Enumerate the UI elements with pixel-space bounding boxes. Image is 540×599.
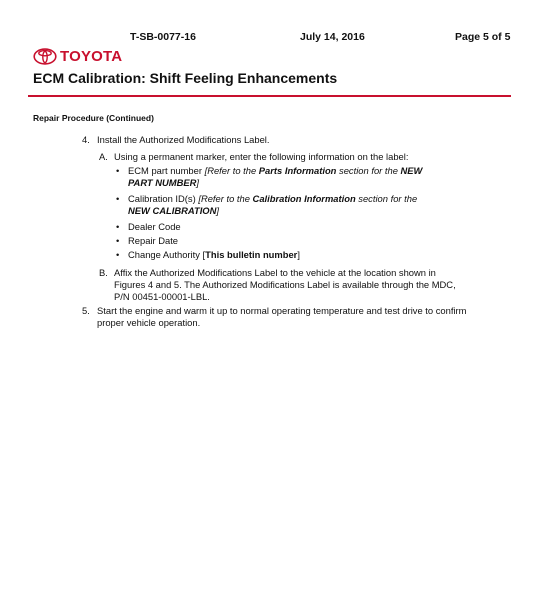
substep-text-line: Figures 4 and 5. The Authorized Modifications Label is available through the MDC, bbox=[114, 279, 456, 290]
document-date: July 14, 2016 bbox=[300, 31, 365, 43]
bullet-text: Change Authority [ bbox=[128, 249, 206, 260]
list-item-repair-date bbox=[116, 235, 178, 247]
substep-label: B. bbox=[99, 267, 108, 278]
step-text-line: proper vehicle operation. bbox=[97, 317, 201, 328]
substep-text-line: P/N 00451-00001-LBL. bbox=[114, 291, 210, 302]
step-number: 4. bbox=[82, 134, 90, 145]
substep-text: Using a permanent marker, enter the following information on the label: bbox=[114, 151, 409, 162]
bullet-italic: [Refer to the bbox=[198, 193, 253, 204]
list-item-dealer-code bbox=[116, 221, 181, 233]
page-number: Page 5 of 5 bbox=[455, 31, 511, 43]
bullet-icon: • bbox=[116, 221, 120, 232]
step-4 bbox=[82, 134, 270, 146]
bullet-icon: • bbox=[116, 249, 120, 260]
toyota-logo bbox=[33, 46, 122, 66]
bullet-text: Repair Date bbox=[128, 235, 179, 246]
step-4a bbox=[99, 151, 408, 163]
bullet-icon: • bbox=[116, 165, 120, 176]
list-item-ecm-part-number bbox=[116, 165, 422, 189]
bullet-icon: • bbox=[116, 193, 120, 204]
bullet-bold-italic: Parts Information bbox=[258, 165, 337, 176]
bullet-italic: ] bbox=[196, 177, 200, 188]
step-number: 5. bbox=[82, 305, 90, 316]
section-heading: Repair Procedure (Continued) bbox=[33, 113, 154, 123]
bullet-text: ] bbox=[297, 249, 300, 260]
bullet-italic: section for the bbox=[355, 193, 418, 204]
bullet-bold-italic: Calibration Information bbox=[252, 193, 356, 204]
document-number: T-SB-0077-16 bbox=[130, 31, 196, 43]
bullet-italic: ] bbox=[216, 205, 219, 216]
bullet-bold: This bulletin number bbox=[205, 249, 298, 260]
bullet-bold-italic: NEW CALIBRATION bbox=[128, 205, 217, 216]
list-item-calibration-id bbox=[116, 193, 417, 217]
logo-wordmark: TOYOTA bbox=[60, 47, 123, 65]
toyota-emblem-icon bbox=[33, 48, 57, 65]
list-item-change-authority bbox=[116, 249, 300, 261]
step-text-line: Start the engine and warm it up to normal operating temperature and test drive to confirm bbox=[97, 305, 467, 316]
bullet-italic: section for the bbox=[336, 165, 401, 176]
step-5 bbox=[82, 305, 466, 329]
step-text: Install the Authorized Modifications Label. bbox=[97, 134, 270, 145]
bullet-bold-italic: NEW bbox=[400, 165, 423, 176]
bullet-icon: • bbox=[116, 235, 120, 246]
step-4b bbox=[99, 267, 456, 303]
bullet-text: Calibration ID(s) bbox=[128, 193, 199, 204]
page-title: ECM Calibration: Shift Feeling Enhancements bbox=[33, 70, 338, 86]
bullet-text: Dealer Code bbox=[128, 221, 181, 232]
bullet-italic: [Refer to the bbox=[204, 165, 259, 176]
substep-label: A. bbox=[99, 151, 108, 162]
substep-text-line: Affix the Authorized Modifications Label to the vehicle at the location shown in bbox=[114, 267, 436, 278]
bullet-bold-italic: PART NUMBER bbox=[128, 177, 197, 188]
bullet-text: ECM part number bbox=[128, 165, 205, 176]
title-divider bbox=[28, 95, 511, 97]
